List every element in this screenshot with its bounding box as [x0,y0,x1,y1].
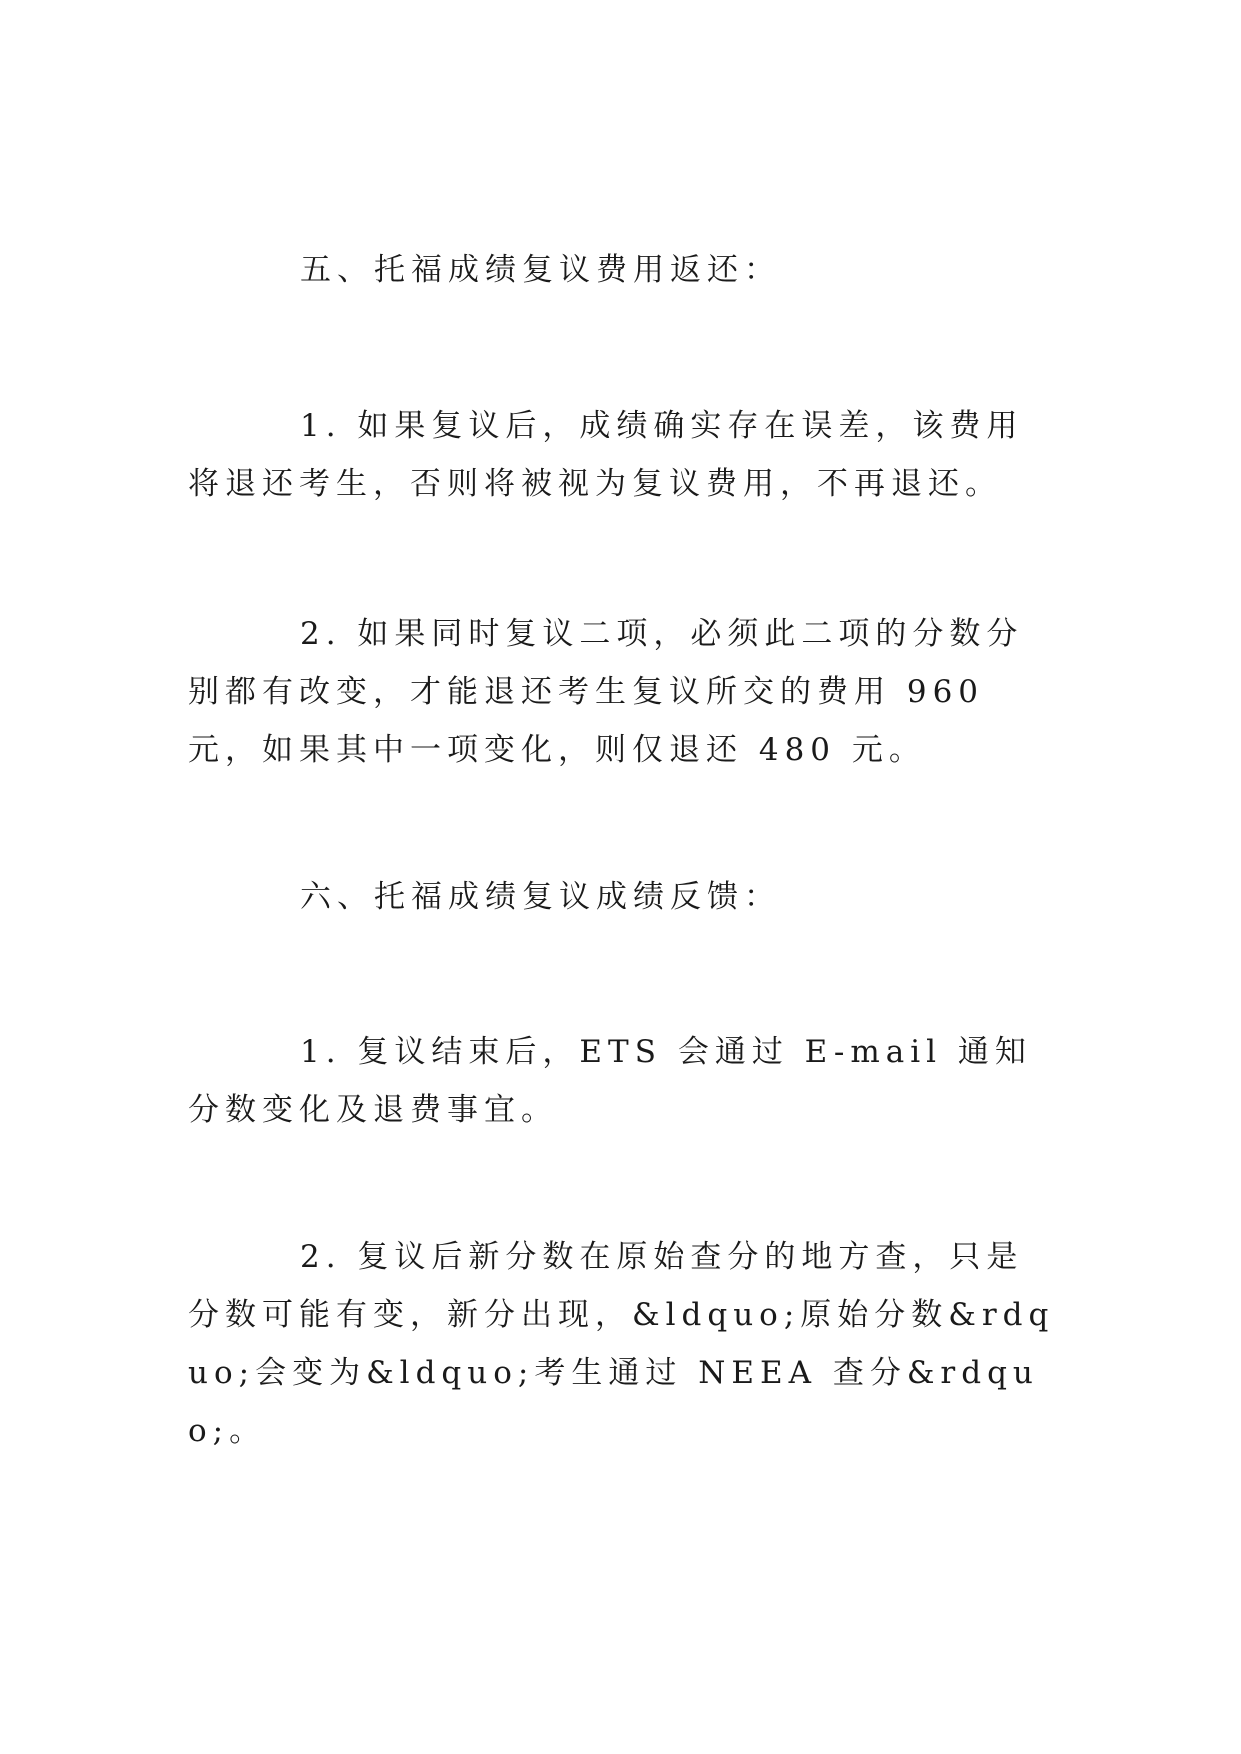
section-heading-feedback: 六、托福成绩复议成绩反馈： [300,879,781,915]
feedback-item-2: 2. 复议后新分数在原始查分的地方查，只是分数可能有变，新分出现，&ldquo;原始分数&rdquo;会变为&ldquo;考生通过 NEEA 查分&rdquo;。 [188,1239,1055,1449]
section-heading-refund: 五、托福成绩复议费用返还： [300,252,781,288]
refund-item-2: 2. 如果同时复议二项，必须此二项的分数分别都有改变，才能退还考生复议所交的费用 960 元，如果其中一项变化，则仅退还 480 元。 [188,616,1024,768]
refund-item-1: 1. 如果复议后，成绩确实存在误差，该费用将退还考生，否则将被视为复议费用，不再退还。 [188,408,1024,502]
feedback-item-1: 1. 复议结束后，ETS 会通过 E-mail 通知分数变化及退费事宜。 [188,1034,1032,1128]
